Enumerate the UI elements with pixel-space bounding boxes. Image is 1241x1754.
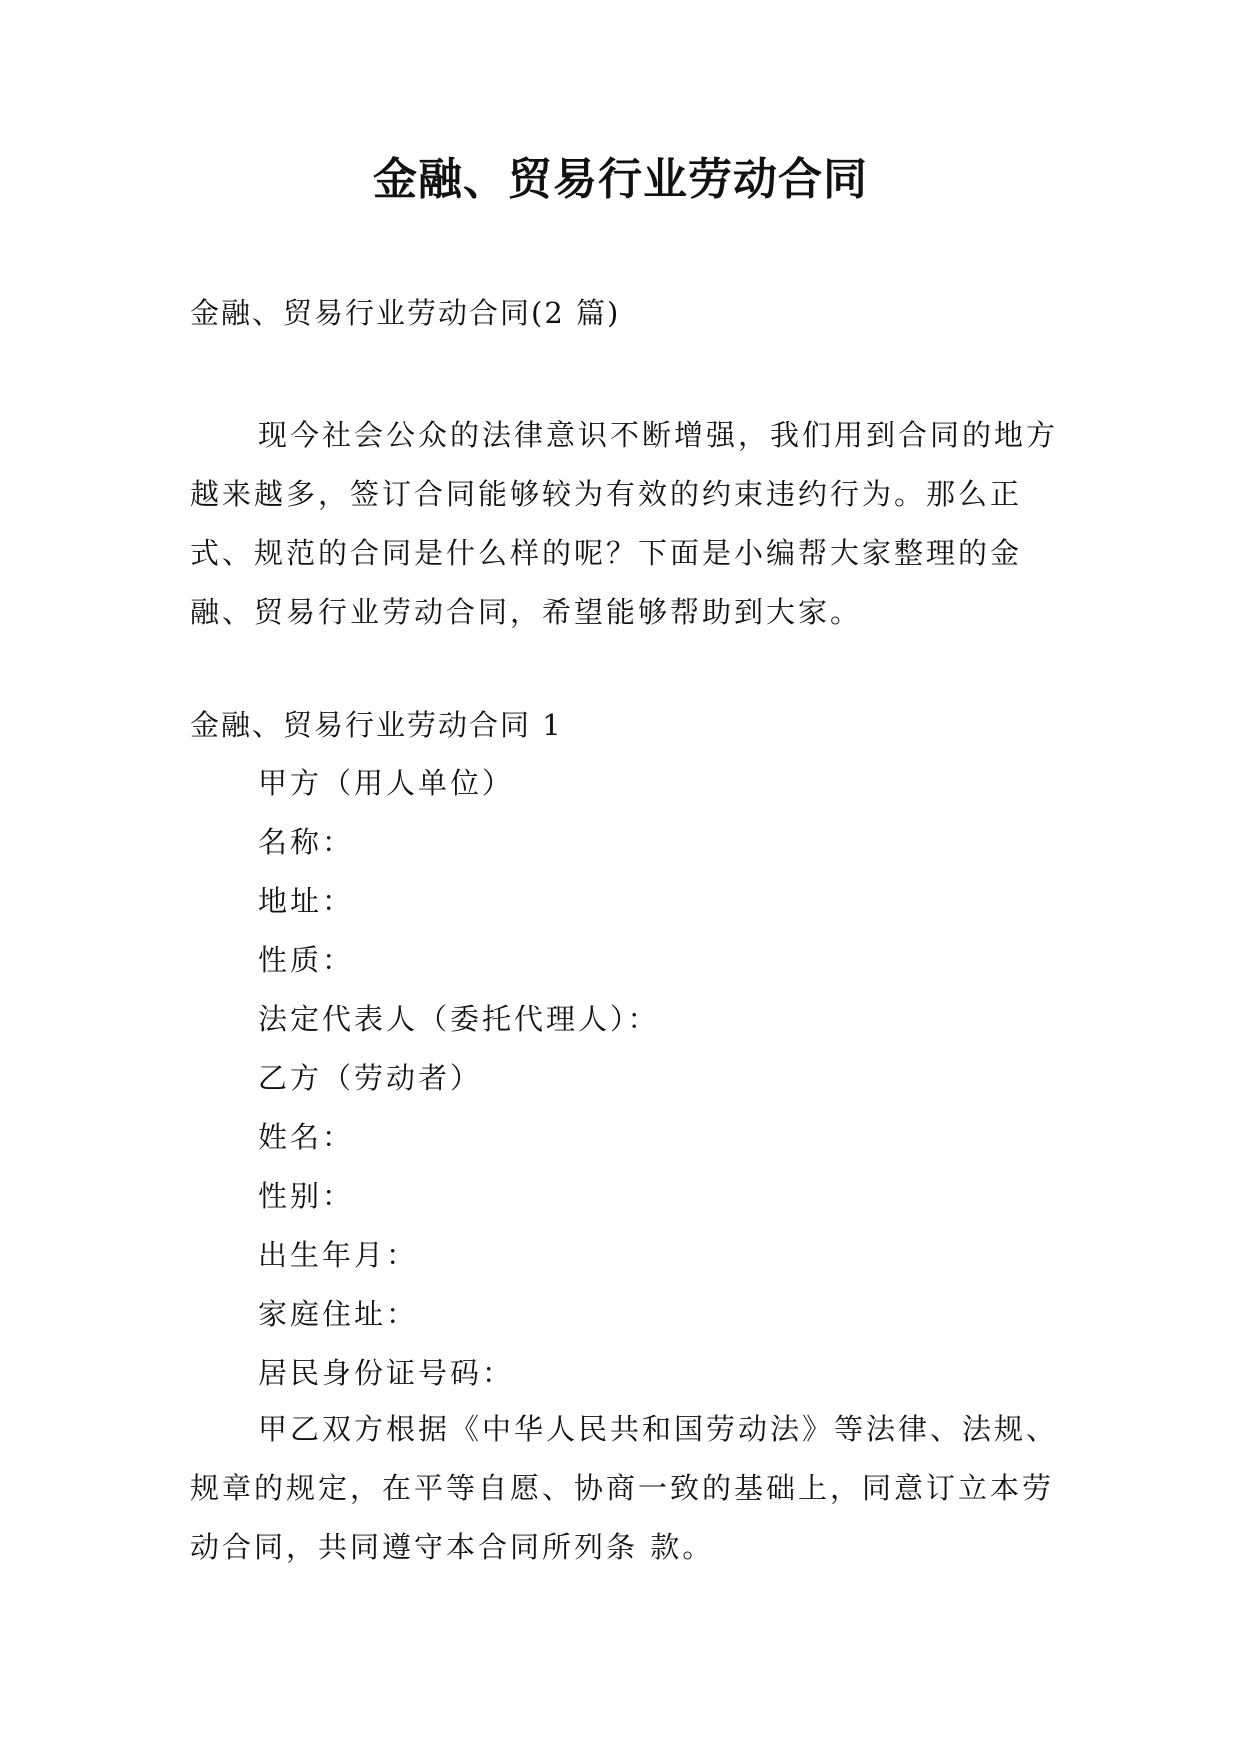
field-party-a-address: 地址：	[258, 884, 355, 918]
section-heading: 金融、贸易行业劳动合同 1	[190, 708, 563, 742]
agreement-paragraph: 甲乙双方根据《中华人民共和国劳动法》等法律、法规、规章的规定，在平等自愿、协商一致的基础上，同意订立本劳动合同，共同遵守本合同所列条 款。	[190, 1412, 1059, 1564]
field-party-b-home-address: 家庭住址：	[258, 1297, 419, 1331]
field-party-b-birth: 出生年月：	[258, 1238, 419, 1272]
field-party-a-name: 名称：	[258, 825, 355, 859]
field-party-b-name: 姓名：	[258, 1120, 355, 1154]
field-legal-representative: 法定代表人（委托代理人）：	[258, 1002, 660, 1036]
intro-paragraph: 现今社会公众的法律意识不断增强，我们用到合同的地方越来越多，签订合同能够较为有效的约束违约行为。那么正式、规范的合同是什么样的呢？下面是小编帮大家整理的金融、贸易行业劳动合同，希望能够帮助到大家。	[190, 418, 1059, 629]
field-party-a-nature: 性质：	[258, 943, 355, 977]
party-fields-list	[258, 754, 660, 1403]
field-party-b-id-number: 居民身份证号码：	[258, 1356, 515, 1390]
field-party-a: 甲方（用人单位）	[258, 766, 515, 800]
field-party-b-gender: 性别：	[258, 1179, 355, 1213]
document-title: 金融、贸易行业劳动合同	[373, 154, 868, 205]
field-party-b: 乙方（劳动者）	[258, 1061, 483, 1095]
document-subtitle: 金融、贸易行业劳动合同(2 篇)	[190, 296, 621, 330]
